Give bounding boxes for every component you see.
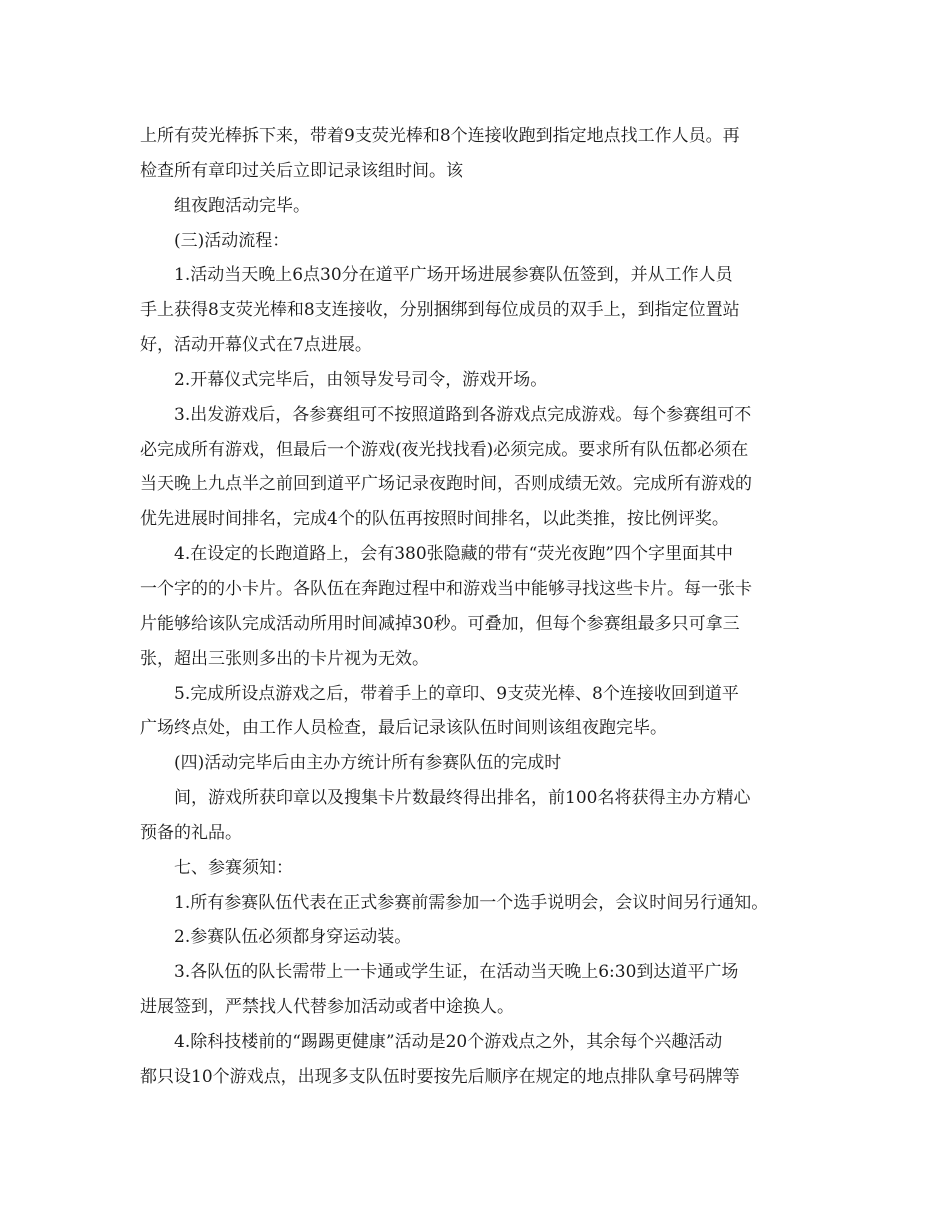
text-line: 都只设10个游戏点，出现多支队伍时要按先后顺序在规定的地点排队拿号码牌等 — [140, 1066, 740, 1087]
text-line: 必完成所有游戏，但最后一个游戏(夜光找找看)必须完成。要求所有队伍都必须在 — [140, 439, 749, 460]
text-line: 广场终点处，由工作人员检查，最后记录该队伍时间则该组夜跑完毕。 — [140, 718, 667, 739]
text-line: 好，活动开幕仪式在7点进展。 — [140, 335, 372, 356]
text-line: 3.出发游戏后，各参赛组可不按照道路到各游戏点完成游戏。每个参赛组可不 — [174, 404, 752, 425]
text-line: 进展签到，严禁找人代替参加活动或者中途换人。 — [140, 997, 514, 1018]
text-line: 当天晚上九点半之前回到道平广场记录夜跑时间，否则成绩无效。完成所有游戏的 — [140, 474, 752, 495]
text-line: 1.活动当天晚上6点30分在道平广场开场进展参赛队伍签到，并从工作人员 — [174, 265, 733, 286]
text-line: 七、参赛须知： — [174, 857, 293, 878]
document-body — [140, 119, 820, 1095]
text-line: 2.参赛队伍必须都身穿运动装。 — [174, 927, 412, 948]
text-line: 预备的礼品。 — [140, 822, 242, 843]
text-line: 4.除科技楼前的“踢踢更健康”活动是20个游戏点之外，其余每个兴趣活动 — [174, 1031, 723, 1052]
text-line: 检查所有章印过关后立即记录该组时间。该 — [140, 160, 463, 181]
text-line: 片能够给该队完成活动所用时间减掉30秒。可叠加，但每个参赛组最多只可拿三 — [140, 613, 740, 634]
text-line: 2.开幕仪式完毕后，由领导发号司令，游戏开场。 — [174, 369, 548, 390]
text-line: (三)活动流程： — [174, 230, 290, 251]
text-line: 一个字的的小卡片。各队伍在奔跑过程中和游戏当中能够寻找这些卡片。每一张卡 — [140, 578, 752, 599]
text-line: 间，游戏所获印章以及搜集卡片数最终得出排名，前100名将获得主办方精心 — [174, 788, 751, 809]
text-line: 5.完成所设点游戏之后，带着手上的章印、9支荧光棒、8个连接收回到道平 — [174, 683, 739, 704]
text-line: 组夜跑活动完毕。 — [174, 195, 310, 216]
text-line: 1.所有参赛队伍代表在正式参赛前需参加一个选手说明会，会议时间另行通知。 — [174, 892, 769, 913]
text-line: 4.在设定的长跑道路上，会有380张隐藏的带有“荧光夜跑”四个字里面其中 — [174, 544, 734, 565]
text-line: 张，超出三张则多出的卡片视为无效。 — [140, 648, 429, 669]
text-line: 3.各队伍的队长需带上一卡通或学生证，在活动当天晚上6:30到达道平广场 — [174, 962, 739, 983]
text-line: 优先进展时间排名，完成4个的队伍再按照时间排名，以此类推，按比例评奖。 — [140, 509, 729, 530]
text-line: (四)活动完毕后由主办方统计所有参赛队伍的完成时 — [174, 753, 562, 774]
text-line: 手上获得8支荧光棒和8支连接收，分别捆绑到每位成员的双手上，到指定位置站 — [140, 300, 740, 321]
text-line: 上所有荧光棒拆下来，带着9支荧光棒和8个连接收跑到指定地点找工作人员。再 — [140, 126, 740, 146]
